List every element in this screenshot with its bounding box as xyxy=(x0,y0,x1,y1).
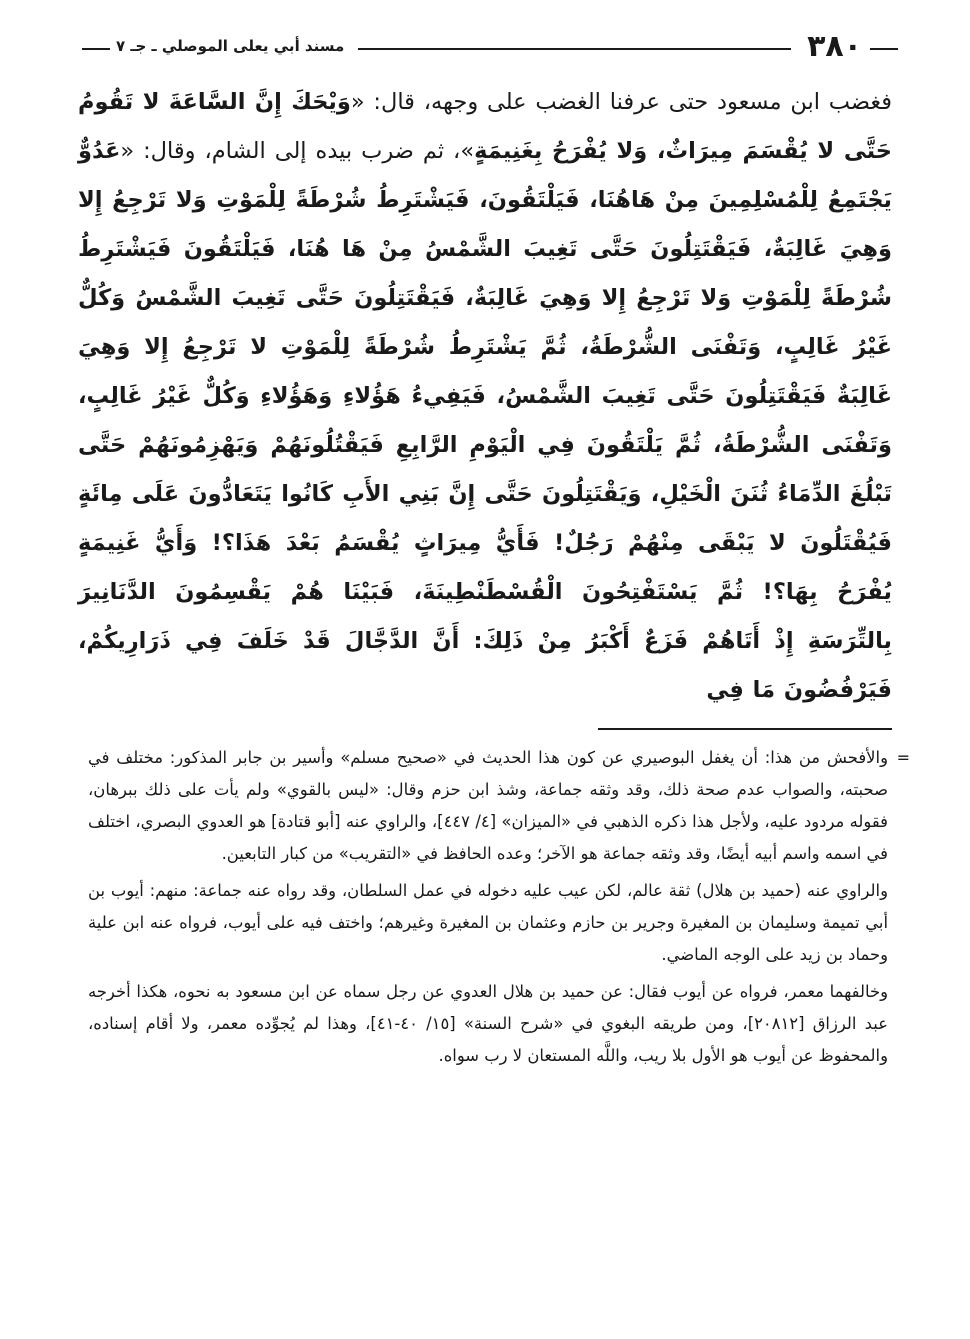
running-title: مسند أبي يعلى الموصلي ـ جـ ٧ xyxy=(116,37,345,55)
footnote-text: وخالفهما معمر، فرواه عن أيوب فقال: عن حميد بن هلال العدوي عن رجل سماه عن ابن مسعود به نحوه، هكذا أخرجه عبد الرزاق [٢٠٨١٢]، ومن طريقه البغوي في «شرح السنة» [١٥/ ٤٠-٤١]، وهذا لم يُجوِّده معمر، ولا أقام إسناده، والمحفوظ عن أيوب هو الأول بلا ريب، واللَّه المستعان لا رب سواه. xyxy=(88,982,889,1065)
running-header xyxy=(82,24,898,68)
footnote-paragraph xyxy=(88,742,910,870)
header-rule xyxy=(358,48,791,50)
page-number: ٣٨٠ xyxy=(807,28,862,64)
footnote-text: والأفحش من هذا: أن يغفل البوصيري عن كون هذا الحديث في «صحيح مسلم» وأسير بن جابر المذكور: مختلف في صحبته، والصواب عدم صحة ذلك، وقد وثقه جماعة، وشذ ابن حزم وقال: «ليس بالقوي» ولم يأت على ذلك ببرهان، فقوله مردود عليه، ولأجل هذا ذكره الذهبي في «الميزان» [٤/ ٤٤٧]، والراوي عنه [أبو قتادة] هو العدوي البصري، اختلف في اسمه واسم أبيه أيضًا، وقد وثقه جماعة هو الآخر؛ وعده الحافظ في «التقريب» من كبار التابعين. xyxy=(88,748,888,863)
footnote-paragraph xyxy=(88,976,888,1072)
header-dash-right xyxy=(870,48,898,50)
footnote-paragraph xyxy=(88,875,888,971)
text-segment: فغضب ابن مسعود حتى عرفنا الغضب على وجهه، قال: « xyxy=(350,89,892,115)
footnotes xyxy=(88,742,910,1302)
footnote-text: والراوي عنه (حميد بن هلال) ثقة عالم، لكن عيب عليه دخوله في عمل السلطان، وقد رواه عنه جماعة: منهم: أيوب بن أبي تميمة وسليمان بن المغيرة وجرير بن حازم وعثمان بن المغيرة وغيرهم؛ واختف فيه على أيوب، فرواه عنه ابن علية وحماد بن زيد على الوجه الماضي. xyxy=(88,881,888,964)
footnote-separator xyxy=(598,728,892,730)
header-dash-left xyxy=(82,48,110,50)
hadith-quote: وَيْحَكَ إِنَّ السَّاعَةَ لا تَقُومُ حَتَّى لا يُقْسَمَ مِيرَاثٌ، وَلا يُفْرَحُ بِغَنِيمَةٍ xyxy=(78,89,892,164)
main-body-text xyxy=(78,78,892,703)
hadith-quote: عَدُوٌّ يَجْتَمِعُ لِلْمُسْلِمِينَ مِنْ هَاهُنَا، فَيَلْتَقُونَ، فَيَشْتَرِطُ شُرْطَةً لِلْمَوْتِ وَلا تَرْجِعُ إِلا وَهِيَ غَالِبَةٌ، فَيَقْتَتِلُونَ حَتَّى تَغِيبَ الشَّمْسُ مِنْ هَا هُنَا، فَيَلْتَقُونَ فَيَشْتَرِطُ شُرْطَةً لِلْمَوْتِ وَلا تَرْجِعُ إِلا وَهِيَ غَالِبَةٌ، فَيَقْتَتِلُونَ حَتَّى تَغِيبَ الشَّمْسُ وَكُلٌّ غَيْرُ غَالِبٍ، وَتَفْنَى الشُّرْطَةُ، ثُمَّ يَشْتَرِطُ شُرْطَةً لِلْمَوْتِ لا تَرْجِعُ إِلا وَهِيَ غَالِبَةٌ فَيَقْتَتِلُونَ حَتَّى تَغِيبَ الشَّمْسُ، فَيَفِيءُ هَؤُلاءِ وَهَؤُلاءِ وَكُلٌّ غَيْرُ غَالِبٍ، وَتَفْنَى الشُّرْطَةُ، ثُمَّ يَلْتَقُونَ فِي الْيَوْمِ الرَّابِعِ فَيَقْتُلُونَهُمْ وَيَهْزِمُونَهُمْ حَتَّى تَبْلُغَ الدِّمَاءُ ثُنَنَ الْخَيْلِ، وَيَقْتَتِلُونَ حَتَّى إِنَّ بَنِي الأَبِ كَانُوا يَتَعَادُّونَ عَلَى مِائَةٍ فَيُقْتَلُونَ لا يَبْقَى مِنْهُمْ رَجُلٌ! فَأَيُّ مِيرَاثٍ يُقْسَمُ بَعْدَ هَذَا؟! وَأَيُّ غَنِيمَةٍ يُفْرَحُ بِهَا؟! ثُمَّ يَسْتَفْتِحُونَ الْقُسْطَنْطِينَةَ، فَبَيْنَا هُمْ يَقْسِمُونَ الدَّنَانِيرَ بِالتِّرَسَةِ إِذْ أَتَاهُمْ فَزَعٌ أَكْبَرُ مِنْ ذَلِكَ: أَنَّ الدَّجَّالَ قَدْ خَلَفَ فِي ذَرَارِيكُمْ، فَيَرْفُضُونَ مَا فِي xyxy=(78,138,892,703)
footnote-continuation-marker: = xyxy=(896,748,910,767)
text-segment: »، ثم ضرب بيده إلى الشام، وقال: « xyxy=(120,138,475,164)
